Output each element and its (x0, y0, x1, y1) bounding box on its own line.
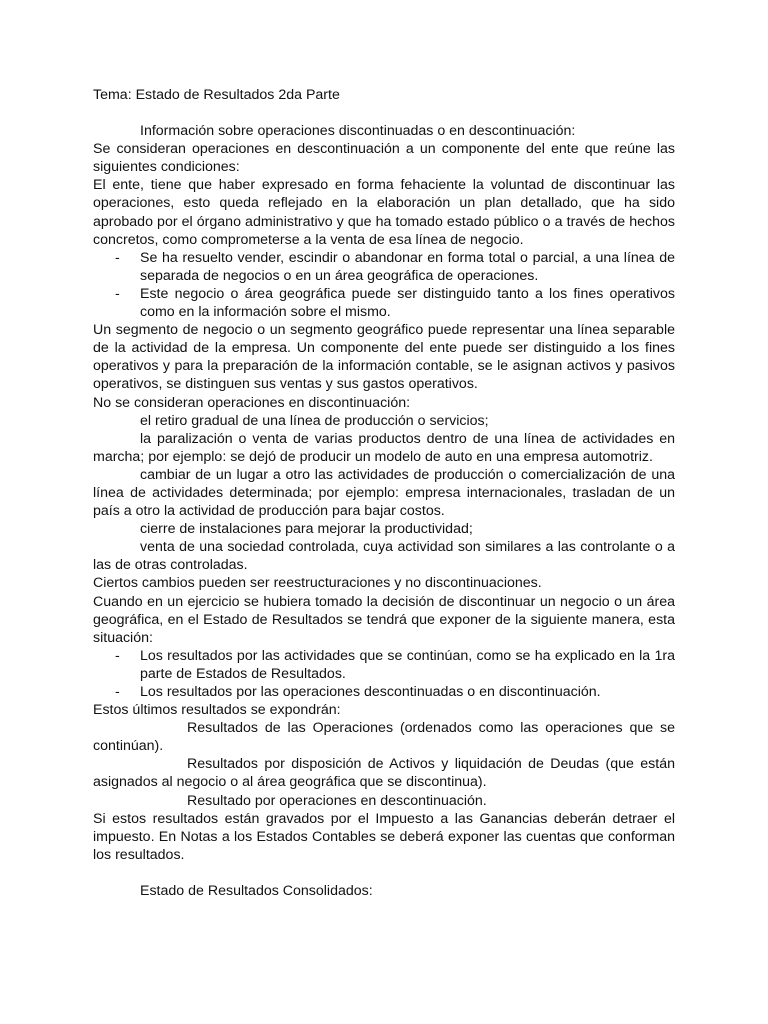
bullet-list (93, 249, 675, 321)
bullet-dash: - (115, 647, 120, 664)
paragraph: Se consideran operaciones en descontinuación a un componente del ente que reúne las siguientes condiciones: (93, 141, 675, 176)
bullet-list (93, 647, 675, 701)
paragraph: Ciertos cambios pueden ser reestructuraciones y no discontinuaciones. (93, 575, 542, 592)
paragraph: No se consideran operaciones en discontinuación: (93, 394, 411, 411)
list-item (93, 683, 675, 701)
paragraph: El ente, tiene que haber expresado en forma fehaciente la voluntad de discontinuar las operaciones, esto queda reflejado en la elaboración un plan detallado, que ha sido aprobado por el órgano administrativo y que ha tomado estado público o a través de hechos concretos, como comprometerse a la venta de esa línea de negocio. (93, 177, 675, 248)
not-discontinued-item: venta de una sociedad controlada, cuya actividad son similares a las controlante o a las de otras controladas. (93, 539, 675, 574)
list-item (93, 249, 675, 285)
paragraph: Cuando en un ejercicio se hubiera tomado la decisión de discontinuar un negocio o un área geográfica, en el Estado de Resultados se tendrá que exponer de la siguiente manera, esta situación: (93, 593, 675, 646)
list-item (93, 647, 675, 683)
list-item-text: Este negocio o área geográfica puede ser distinguido tanto a los fines operativos como en la información sobre el mismo. (140, 285, 675, 321)
not-discontinued-item: cambiar de un lugar a otro las actividades de producción o comercialización de una línea de actividades determinada; por ejemplo: empresa internacionales, trasladan de un país a otro la actividad de producción para bajar costos. (93, 466, 675, 520)
list-item (93, 285, 675, 321)
list-item-text: Los resultados por las actividades que se continúan, como se ha explicado en la 1ra parte de Estados de Resultados. (140, 647, 675, 682)
exposed-result-item: Resultado por operaciones en descontinuación. (187, 792, 487, 809)
bullet-dash: - (115, 285, 120, 302)
paragraph: Un segmento de negocio o un segmento geográfico puede representar una línea separable de la actividad de la empresa. Un componente del ente puede ser distinguido a los fines operativos y para la preparación de la información contable, se le asignan activos y pasivos operativos, se distinguen sus ventas y sus gastos operativos. (93, 322, 675, 393)
bullet-dash: - (115, 684, 120, 700)
not-discontinued-item: cierre de instalaciones para mejorar la productividad; (140, 521, 473, 538)
paragraph: Estos últimos resultados se expondrán: (93, 702, 341, 719)
list-item-text: Los resultados por las operaciones descontinuadas o en discontinuación. (140, 684, 601, 700)
exposed-result-item: Resultados de las Operaciones (ordenados como las operaciones que se continúan). (93, 720, 675, 755)
not-discontinued-item: el retiro gradual de una línea de producción o servicios; (140, 412, 489, 429)
consolidated-heading: Estado de Resultados Consolidados: (140, 882, 373, 899)
blank-line (93, 864, 675, 882)
not-discontinued-item: la paralización o venta de varias productos dentro de una línea de actividades en marcha; por ejemplo: se dejó de producir un modelo de auto en una empresa automotriz. (93, 430, 675, 465)
section-heading: Información sobre operaciones discontinuadas o en descontinuación: (140, 123, 576, 140)
document-title: Tema: Estado de Resultados 2da Parte (93, 87, 340, 103)
paragraph: Si estos resultados están gravados por el Impuesto a las Ganancias deberán detraer el impuesto. En Notas a los Estados Contables se deberá exponer las cuentas que conforman los resultados. (93, 810, 675, 863)
list-item-text: Se ha resuelto vender, escindir o abandonar en forma total o parcial, a una línea de separada de negocios o en un área geográfica de operaciones. (140, 249, 675, 284)
exposed-result-item: Resultados por disposición de Activos y liquidación de Deudas (que están asignados al negocio o al área geográfica que se discontinua). (93, 756, 675, 791)
bullet-dash: - (115, 249, 120, 266)
